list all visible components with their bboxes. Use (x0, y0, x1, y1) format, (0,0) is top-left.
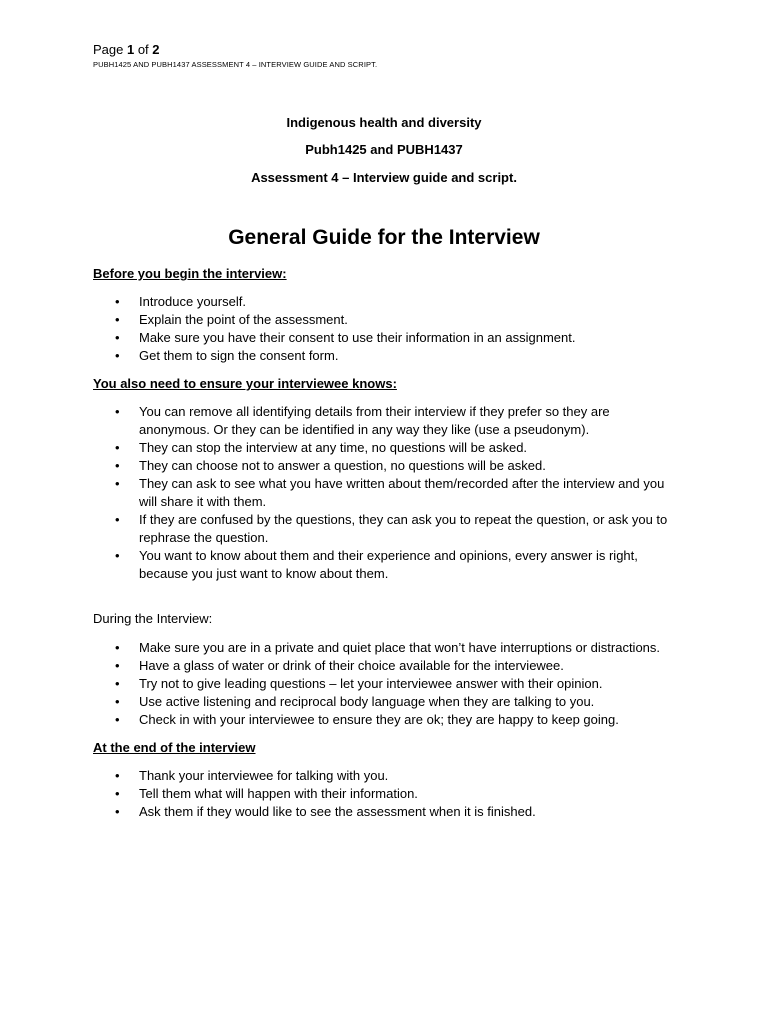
page-of: of (134, 42, 153, 57)
list-item (93, 547, 683, 583)
list-item-text: Check in with your interviewee to ensure they are ok; they are happy to keep going. (139, 712, 619, 727)
list-item-text: Make sure you are in a private and quiet place that won’t have interruptions or distractions. (139, 640, 661, 655)
list-before (93, 293, 683, 365)
page-current: 1 (126, 42, 135, 57)
title-line-1: Indigenous health and diversity (286, 115, 482, 130)
list-item (93, 639, 683, 657)
list-item-text: Use active listening and reciprocal body language when they are talking to you. (139, 694, 595, 709)
bullet-icon: • (115, 804, 120, 819)
list-item-text: They can stop the interview at any time, no questions will be asked. (139, 440, 528, 455)
list-end (93, 767, 683, 821)
list-item (93, 329, 683, 347)
list-item (93, 293, 683, 311)
list-item-text: They can choose not to answer a question, no questions will be asked. (139, 458, 546, 473)
list-item-text: Get them to sign the consent form. (139, 348, 339, 363)
list-item (93, 475, 683, 511)
bullet-icon: • (115, 676, 120, 691)
list-item-text: Ask them if they would like to see the assessment when it is finished. (139, 804, 536, 819)
bullet-icon: • (115, 512, 120, 527)
bullet-icon: • (115, 294, 120, 309)
list-during (93, 639, 683, 729)
section-heading-end: At the end of the interview (93, 740, 256, 755)
list-item (93, 457, 683, 475)
bullet-icon: • (115, 548, 120, 563)
list-item (93, 693, 683, 711)
list-item (93, 657, 683, 675)
bullet-icon: • (115, 768, 120, 783)
list-item-text: Try not to give leading questions – let your interviewee answer with their opinion. (139, 676, 603, 691)
bullet-icon: • (115, 404, 120, 419)
page-number (93, 42, 160, 58)
bullet-icon: • (115, 694, 120, 709)
bullet-icon: • (115, 458, 120, 473)
list-item (93, 767, 683, 785)
bullet-icon: • (115, 312, 120, 327)
list-item-text: They can ask to see what you have written about them/recorded after the interview and you will share it with them. (139, 476, 665, 509)
list-item (93, 439, 683, 457)
list-item-text: Thank your interviewee for talking with you. (139, 768, 389, 783)
bullet-icon: • (115, 440, 120, 455)
section-heading-before: Before you begin the interview: (93, 266, 287, 281)
bullet-icon: • (115, 330, 120, 345)
list-item (93, 711, 683, 729)
bullet-icon: • (115, 640, 120, 655)
list-item-text: If they are confused by the questions, they can ask you to repeat the question, or ask you to rephrase the question. (139, 512, 668, 545)
bullet-icon: • (115, 348, 120, 363)
list-item-text: Tell them what will happen with their information. (139, 786, 418, 801)
title-line-3: Assessment 4 – Interview guide and script. (251, 170, 517, 185)
bullet-icon: • (115, 658, 120, 673)
bullet-icon: • (115, 712, 120, 727)
list-item (93, 675, 683, 693)
page-prefix: Page (93, 42, 127, 57)
title-line-2: Pubh1425 and PUBH1437 (305, 142, 463, 157)
page-total: 2 (152, 42, 160, 57)
list-item-text: Explain the point of the assessment. (139, 312, 348, 327)
list-item-text: You can remove all identifying details from their interview if they prefer so they are anonymous. Or they can be identified in any way they like (use a pseudonym). (139, 404, 610, 437)
list-item (93, 311, 683, 329)
section-heading-during: During the Interview: (93, 611, 213, 626)
section-heading-ensure: You also need to ensure your interviewee knows: (93, 376, 397, 391)
list-item (93, 785, 683, 803)
list-item-text: Introduce yourself. (139, 294, 246, 309)
list-ensure (93, 403, 683, 583)
list-item (93, 347, 683, 365)
main-heading: General Guide for the Interview (228, 226, 540, 249)
bullet-icon: • (115, 476, 120, 491)
header-subtitle: PUBH1425 AND PUBH1437 ASSESSMENT 4 – INTERVIEW GUIDE AND SCRIPT. (93, 60, 378, 69)
list-item-text: You want to know about them and their experience and opinions, every answer is right, because you just want to know about them. (139, 548, 638, 581)
list-item-text: Have a glass of water or drink of their choice available for the interviewee. (139, 658, 564, 673)
list-item (93, 803, 683, 821)
bullet-icon: • (115, 786, 120, 801)
list-item (93, 511, 683, 547)
list-item-text: Make sure you have their consent to use their information in an assignment. (139, 330, 576, 345)
list-item (93, 403, 683, 439)
